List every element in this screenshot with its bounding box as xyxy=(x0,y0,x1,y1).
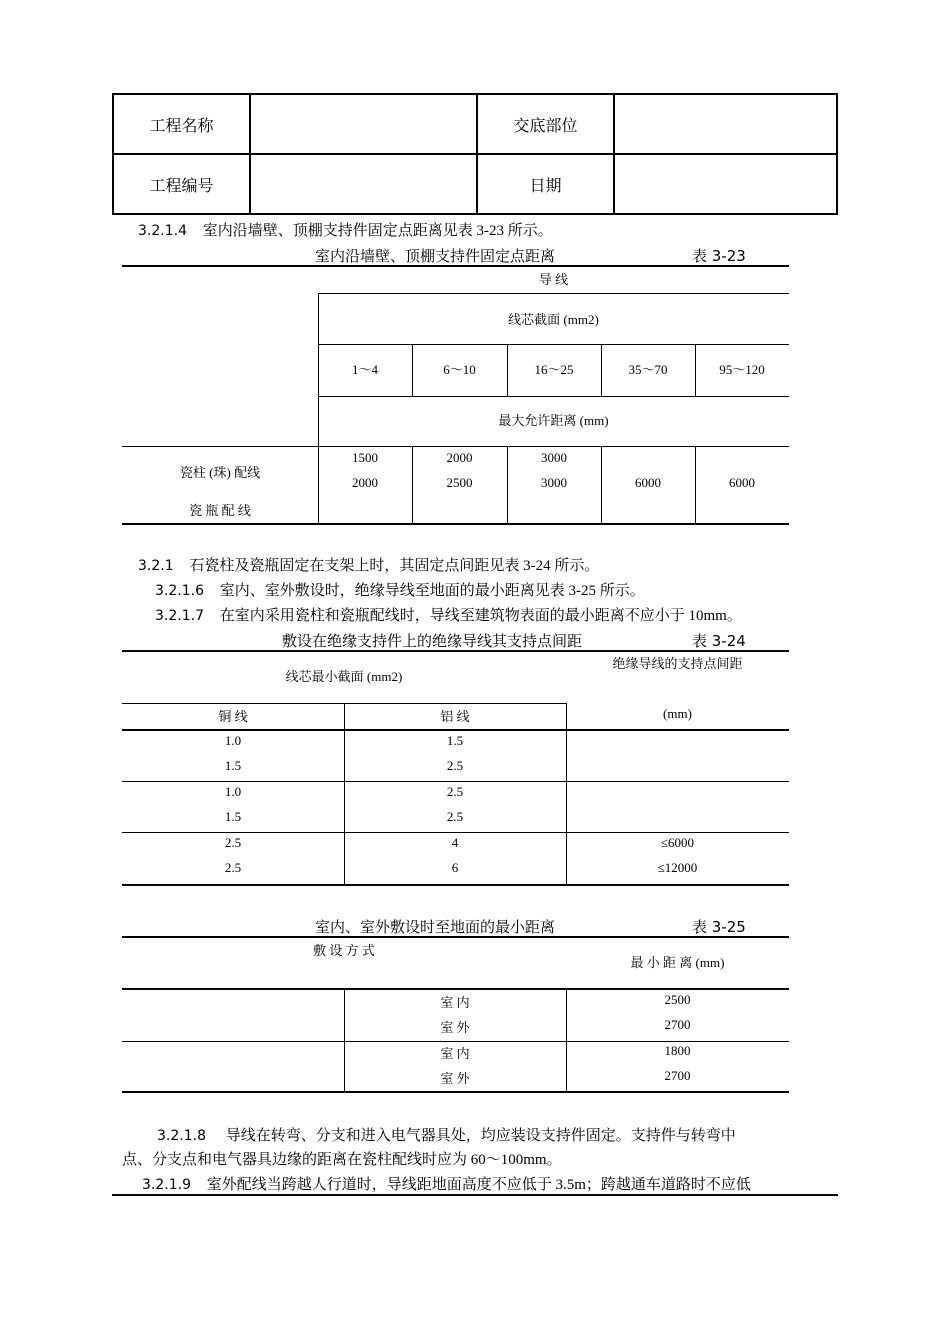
date-value[interactable] xyxy=(614,154,837,214)
cell: 2700 xyxy=(664,1017,691,1032)
cell: 1.5 xyxy=(446,733,464,748)
row-label-porcelain-post: 瓷柱 (珠) 配线 xyxy=(179,465,261,480)
date-label: 日期 xyxy=(477,154,614,214)
para-3-2-1-7: 3.2.1.7 在室内采用瓷柱和瓷瓶配线时，导线至建筑物表面的最小距离不应小于 10mm。 xyxy=(155,608,742,624)
distance-header: 最大允许距离 (mm) xyxy=(498,413,609,428)
row-label-porcelain-insulator: 瓷 瓶 配 线 xyxy=(189,503,251,518)
cell: ≤12000 xyxy=(657,860,698,875)
table-top-rule xyxy=(122,265,789,267)
project-number-label: 工程编号 xyxy=(113,154,250,214)
size-col-1: 1～4 xyxy=(351,362,378,377)
para-3-2-1: 3.2.1 石瓷柱及瓷瓶固定在支架上时，其固定点间距见表 3-24 所示。 xyxy=(138,558,600,574)
support-spacing-header: 绝缘导线的支持点间距 xyxy=(612,656,743,671)
cell: 2500 xyxy=(446,475,473,490)
cell: 3000 xyxy=(541,475,567,490)
table-3-24-title: 敷设在绝缘支持件上的绝缘导线其支持点间距 xyxy=(282,632,583,650)
cell: 室 内 xyxy=(440,995,470,1010)
table-3-23-title: 室内沿墙壁、顶棚支持件固定点距离 xyxy=(315,247,556,265)
project-name-label: 工程名称 xyxy=(113,94,250,154)
cell: 1.5 xyxy=(224,809,242,824)
cell: 室 内 xyxy=(440,1046,470,1061)
para-3-2-1-4: 3.2.1.4 室内沿墙壁、顶棚支持件固定点距离见表 3-23 所示。 xyxy=(138,223,553,239)
unit-header: (mm) xyxy=(663,706,692,721)
para-3-2-1-9: 3.2.1.9 室外配线当跨越人行道时，导线距地面高度不应低于 3.5m；跨越通车道路时不应低 xyxy=(142,1177,751,1193)
size-col-2: 6～10 xyxy=(443,362,476,377)
cell: 1500 xyxy=(352,450,378,465)
cell: 1.5 xyxy=(224,758,242,773)
size-col-4: 35～70 xyxy=(628,362,668,377)
handover-part-label: 交底部位 xyxy=(477,94,614,154)
cell: 1800 xyxy=(664,1043,691,1058)
min-distance-header: 最 小 距 离 (mm) xyxy=(630,955,725,970)
cell: 室 外 xyxy=(440,1020,470,1035)
copper-header: 铜 线 xyxy=(218,709,248,724)
cell: 2.5 xyxy=(224,835,242,850)
project-name-value[interactable] xyxy=(250,94,477,154)
cell: 2.5 xyxy=(224,860,242,875)
table-3-24-number: 表 3-24 xyxy=(692,632,746,650)
header-table xyxy=(112,93,838,215)
cell: 3000 xyxy=(541,450,567,465)
min-section-header: 线芯最小截面 (mm2) xyxy=(285,669,403,684)
section-header: 线芯截面 (mm2) xyxy=(508,312,599,327)
para-3-2-1-8: 3.2.1.8 导线在转弯、分支和进入电气器具处，均应装设支持件固定。支持件与转弯中 xyxy=(157,1128,736,1144)
project-number-value[interactable] xyxy=(250,154,477,214)
para-3-2-1-8-cont: 点、分支点和电气器具边缘的距离在瓷柱配线时应为 60～100mm。 xyxy=(122,1152,562,1168)
cell: 室 外 xyxy=(440,1071,470,1086)
laying-method-header: 敷 设 方 式 xyxy=(313,943,375,958)
cell: 2700 xyxy=(664,1068,691,1083)
cell: 4 xyxy=(451,835,459,850)
cell: 2.5 xyxy=(446,784,464,799)
table-3-25-number: 表 3-25 xyxy=(692,918,746,936)
cell: 1.0 xyxy=(224,784,242,799)
handover-part-value[interactable] xyxy=(614,94,837,154)
aluminum-header: 铝 线 xyxy=(440,709,470,724)
cell: 6000 xyxy=(729,475,755,490)
cell: 2000 xyxy=(352,475,378,490)
bottom-rule xyxy=(112,1194,838,1196)
cell: 6 xyxy=(451,860,459,875)
table-3-25-title: 室内、室外敷设时至地面的最小距离 xyxy=(315,918,556,936)
cell: 2000 xyxy=(446,450,473,465)
size-col-3: 16～25 xyxy=(534,362,574,377)
cell: 6000 xyxy=(635,475,661,490)
size-col-5: 95～120 xyxy=(719,362,765,377)
cell: ≤6000 xyxy=(660,835,695,850)
para-3-2-1-6: 3.2.1.6 室内、室外敷设时，绝缘导线至地面的最小距离见表 3-25 所示。 xyxy=(155,583,645,599)
cell: 2.5 xyxy=(446,809,464,824)
cell: 2500 xyxy=(664,992,691,1007)
table-3-23-number: 表 3-23 xyxy=(692,247,746,265)
group-header: 导 线 xyxy=(538,272,569,287)
cell: 1.0 xyxy=(224,733,242,748)
cell: 2.5 xyxy=(446,758,464,773)
